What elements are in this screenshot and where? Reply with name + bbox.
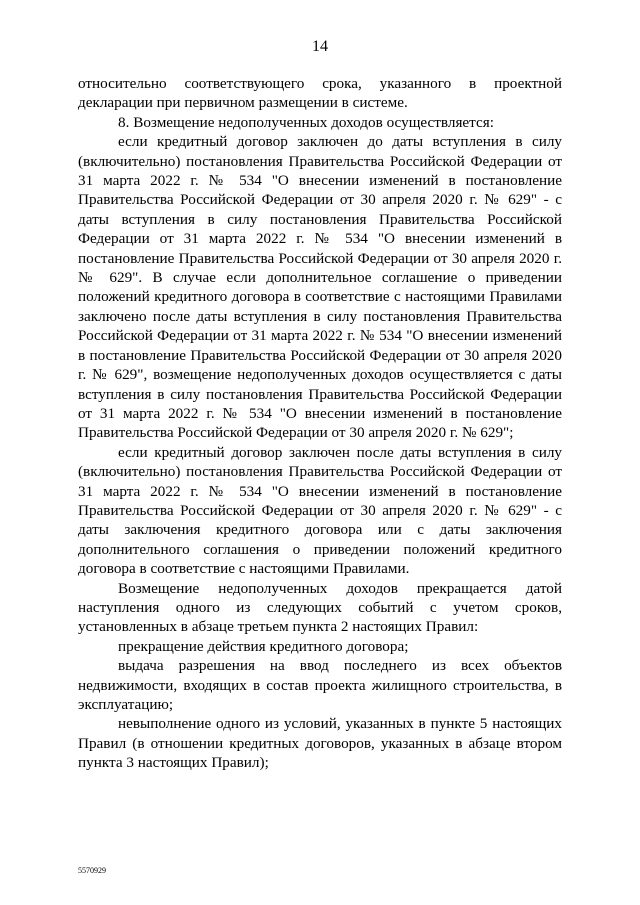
paragraph-continuation: относительно соответствующего срока, указанного в проектной декларации при первичном размещении в системе.	[78, 75, 562, 112]
paragraph-item-8-heading: 8. Возмещение недополученных доходов осуществляется:	[118, 113, 494, 131]
paragraph-after-date: если кредитный договор заключен после даты вступления в силу (включительно) постановления Правительства Российской Федерации от 31 марта 2022 г. № 534 "О внесении изменений в постановление Правительства Российской Федерации от 30 апреля 2020 г. № 629" - с даты заключения кредитного договора или с даты заключения дополнительного соглашения о приведении положений кредитного договора в соответствие с настоящими Правилами.	[78, 443, 562, 578]
paragraph-commissioning-permit: выдача разрешения на ввод последнего из всех объектов недвижимости, входящих в состав проекта жилищного строительства, в эксплуатацию;	[78, 657, 562, 713]
paragraph-conditions-failure: невыполнение одного из условий, указанных в пункте 5 настоящих Правил (в отношении кредитных договоров, указанных в абзаце втором пункта 3 настоящих Правил);	[78, 715, 562, 772]
paragraph-before-date: если кредитный договор заключен до даты вступления в силу (включительно) постановления Правительства Российской Федерации от 31 марта 2022 г. № 534 "О внесении изменений в постановление Правительства Российской Федерации от 30 апреля 2020 г. № 629" - с даты вступления в силу постановления Правительства Российской Федерации от 31 марта 2022 г. № 534 "О внесении изменений в постановление Правительства Российской Федерации от 30 апреля 2020 г. № 629". В случае если дополнительное соглашение о приведении положений кредитного договора в соответствие с настоящими Правилами заключено после даты вступления в силу постановления Правительства Российской Федерации от 31 марта 2022 г. № 534 "О внесении изменений в постановление Правительства Российской Федерации от 30 апреля 2020 г. № 629", возмещение недополученных доходов осуществляется с даты вступления в силу постановления Правительства Российской Федерации от 31 марта 2022 г. № 534 "О внесении изменений в постановление Правительства Российской Федерации от 30 апреля 2020 г. № 629";	[78, 133, 562, 442]
document-body	[78, 74, 562, 773]
paragraph-termination: Возмещение недополученных доходов прекращается датой наступления одного из следующих событий с учетом сроков, установленных в абзаце третьем пункта 2 настоящих Правил:	[78, 579, 562, 636]
document-code: 5570929	[78, 866, 106, 875]
page-number: 14	[312, 38, 328, 55]
paragraph-contract-termination: прекращение действия кредитного договора;	[118, 637, 409, 655]
